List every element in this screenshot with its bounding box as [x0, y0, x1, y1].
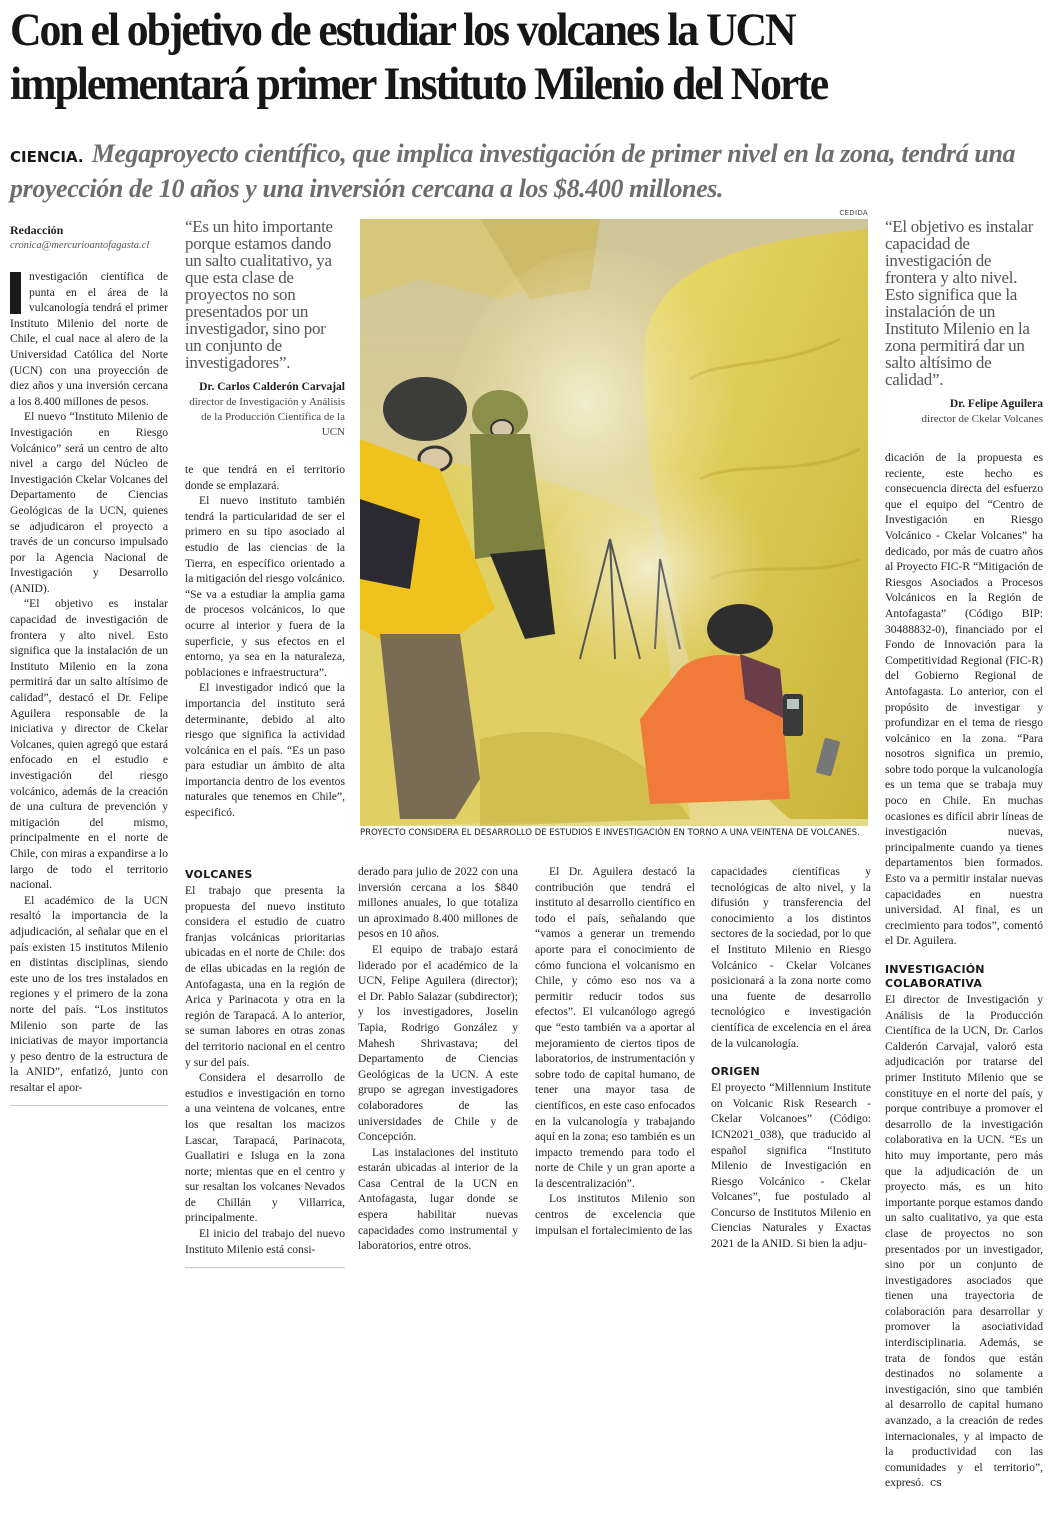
paragraph: te que tendrá en el territorio donde se emplazará.	[185, 463, 345, 492]
column-2-lower	[185, 864, 345, 1268]
paragraph: El académico de la UCN resaltó la importancia de la adjudicación, al señalar que en el país existen 15 institutos Milenio en distintas disciplinas, siendo este uno de los tres instalados en regiones y el primero de la zona norte del país. “Los institutos Milenio son parte de las iniciativas de mayor importancia y peso dentro de la estructura de la ANID”, enfatizó, junto con resaltar el apor-	[10, 893, 168, 1094]
quote-attribution	[185, 380, 345, 440]
column-end-rule	[185, 1267, 345, 1268]
paragraph: “El objetivo es instalar capacidad de investigación de frontera y alto nivel. Esto significa que la instalación de un Instituto Milenio en la zona permitirá dar un salto altísimo de calidad”, destacó el Dr. Felipe Aguilera responsable de la iniciativa y director de Ckelar Volcanes, quien agregó que estará enfocado en el estudio e investigación del riesgo volcánico, además de la creación de una cultura de prevención y mitigación del mismo, principalmente en el norte de Chile, con miras a expandirse a lo largo de todo el territorio nacional.	[10, 597, 168, 892]
photo-illustration	[360, 219, 868, 826]
byline-email[interactable]: cronica@mercurioantofagasta.cl	[10, 240, 150, 251]
pull-quote-1	[185, 218, 345, 440]
byline-author: Redacción	[10, 223, 64, 237]
paragraph: El equipo de trabajo estará liderado por el académico de la UCN, Felipe Aguilera (director); el Dr. Pablo Salazar (subdirector); y los investigadores, Joselin Tapia, Rodrigo González y Mahesh Shrivastava; del Departamento de Ciencias Geológicas de la UCN. A este grupo se agregan investigadores colaboradores de las universidades de Chile y de Concepción.	[358, 942, 518, 1144]
column-4	[535, 864, 695, 1238]
paragraph: El trabajo que presenta la propuesta del nuevo instituto considera el estudio de cuatro franjas volcánicas prioritarias ubicadas en el norte de Chile: dos de ellas ubicadas en la región de Antofagasta, una en la región de Arica y Parinacota y otra en la región de Tarapacá. A lo anterior, se suman labores en otras zonas del territorio nacional en el centro y sur del país.	[185, 884, 345, 1069]
paragraph: El investigador indicó que la importancia del instituto será determinante, debido al alto riesgo que significa la actividad volcánica en el país. “Es un paso para estudiar un ámbito de alta importancia dentro de los eventos naturales que tenemos en Chile”, especificó.	[185, 681, 345, 820]
subheading-investigacion-colaborativa: INVESTIGACIÓN COLABORATIVA	[885, 963, 985, 990]
paragraph: El proyecto “Millennium Institute on Volcanic Risk Research - Ckelar Volcanoes” (Código: ICN2021_038), que traducido al español significa “Instituto Milenio de Investigación en Riesgo Volcánico - Ckelar Volcanes”, fue postulado al Concurso de Institutos Milenio en Ciencias Naturales y Exactas 2021 de la ANID. Si bien la adju-	[711, 1081, 871, 1251]
paragraph: Los institutos Milenio son centros de excelencia que impulsan el fortalecimiento de las	[535, 1192, 695, 1237]
section-kicker: CIENCIA.	[10, 148, 84, 166]
photo-credit: CEDIDA	[839, 209, 868, 217]
quote-text: “El objetivo es instalar capacidad de investigación de frontera y alto nivel. Esto significa que la instalación de un Instituto Milenio en la zona permitirá dar un salto altísimo de calidad”.	[885, 217, 1034, 389]
column-1	[10, 222, 168, 1106]
end-mark-icon: cs	[929, 1476, 942, 1490]
headline-line-1: Con el objetivo de estudiar los volcanes la UCN	[10, 4, 795, 56]
quote-attribution	[885, 397, 1043, 427]
paragraph: El nuevo instituto también tendrá la particularidad de ser el primero en su tipo asociado al estudio de las ciencias de la Tierra, en específico orientado a la mitigación del riesgo volcánico. “Se va a estudiar la amplia gama de procesos volcánicos, lo que ocurre al interior y fuera de la superficie, y sus efectos en el entorno, ya sea en la naturaleza, poblaciones e infraestructura”.	[185, 494, 346, 679]
quote-author-role: director de Ckelar Volcanes	[921, 413, 1043, 425]
paragraph-text: El director de Investigación y Análisis de la Producción Científica de la UCN, Dr. Carlos Calderón Carvajal, valoró esta adjudicación por tratarse del primer Instituto Milenio que se constituye en el norte del país, y porque contribuye a promover el desarrollo de la investigación colaborativa en la UCN. “Es un hito muy importante, pero más que la adjudicación de un proyecto más, es un hito importante porque estamos dando un salto cualitativo, ya que esta clase de proyectos no son presentados por un investigador, sino por un conjunto de investigadores asociados que tienen una trayectoria de colaboración para desarrollar y promover la asociatividad interdisciplinaria. Además, se trata de fondos que están destinados no solamente a investigación, sino que también al desarrollo de capital humano avanzado, a la creación de redes internacionales, y al impacto de la productividad con las comunidades y el territorio”, expresó.	[885, 993, 1043, 1490]
headline-line-2: implementará primer Instituto Milenio del Norte	[10, 58, 828, 110]
quote-author-role: director de Investigación y Análisis de la Producción Científica de la UCN	[189, 396, 345, 438]
deck-text: Megaproyecto científico, que implica investigación de primer nivel en la zona, tendrá una proyección de 10 años y una inversión cercana a los $8.400 millones.	[10, 139, 1016, 203]
paragraph: Las instalaciones del instituto estarán ubicadas al interior de la Casa Central de la UCN en Antofagasta, lugar donde se espera habilitar nuevas capacidades como instrumental y laboratorios, entre otros.	[358, 1145, 518, 1253]
column-6	[885, 450, 1043, 1491]
column-5	[711, 864, 871, 1252]
photo-caption: PROYECTO CONSIDERA EL DESARROLLO DE ESTUDIOS E INVESTIGACIÓN EN TORNO A UNA VEINTENA DE VOLCANES.	[360, 828, 860, 838]
column-3	[358, 864, 518, 1254]
dropcap-letter-i	[10, 272, 21, 314]
paragraph: capacidades científicas y tecnológicas de alto nivel, y la difusión y transferencia del conocimiento a los distintos sectores de la sociedad, por lo que el Instituto Milenio en Riesgo Volcánico - Ckelar Volcanes posicionará a la zona norte como una fuente de desarrollo tecnológico e investigación científica de excelencia en el área de la vulcanología.	[711, 865, 871, 1050]
pull-quote-2	[885, 218, 1043, 427]
paragraph: derado para julio de 2022 con una inversión cercana a los $840 millones anuales, lo que totaliza un aproximado 8.400 millones de pesos en 10 años.	[358, 865, 518, 941]
quote-author: Dr. Carlos Calderón Carvajal	[199, 381, 345, 393]
headline	[10, 4, 973, 112]
paragraph: nvestigación científica de punta en el área de la vulcanología tendrá el primer Instituto Milenio del norte de Chile, el cual nace al alero de la Universidad Católica del Norte (UCN) con una proyección de diez años y una inversión cercana a los 8.400 millones de pesos.	[10, 270, 168, 408]
paragraph: dicación de la propuesta es reciente, este hecho es consecuencia directa del esfuerzo que el equipo del “Centro de Investigación en Riesgo Volcánico - Ckelar Volcanes” ha dedicado, por más de cuatro años al Proyecto FIC-R “Mitigación de Riesgos Asociados a Procesos Volcánicos en la Región de Antofagasta” (Código BIP: 30488832-0), financiado por el Fondo de Innovación para la Competitividad Regional (FIC-R) del Gobierno Regional de Antofagasta. Lo anterior, con el propósito de investigar y profundizar en el tema de riesgo volcánico en la zona. “Para nosotros significa un premio, sobre todo porque la vulcanología es un tema que se trabaja muy poco en Chile. En muchas ocasiones es difícil abrir líneas de investigación nuevas, principalmente cuando ya tienes departamentos bien formados. Esto va a permitir instalar nuevas capacidades en nuestra universidad. Al final, es un crecimiento para todos”, comentó el Dr. Aguilera.	[885, 451, 1043, 948]
paragraph: Considera el desarrollo de estudios e investigación en torno a una veintena de volcanes, entre los que resaltan los macizos Lascar, Tarapacá, Parinacota, Guallatiri e Isluga en la zona norte; mientas que en el centro y sur resaltan los volcanes Nevados de Chillán y Villarrica, principalmente.	[185, 1071, 345, 1225]
volcano-research-photo	[360, 219, 868, 826]
paragraph: El Dr. Aguilera destacó la contribución que tendrá el instituto al desarrollo científico en todo el país, señalando que “vamos a generar un tremendo aporte para el conocimiento de cómo funciona el volcanismo en Chile, y cómo eso nos va a permitir reducir todos sus efectos”. El vulcanólogo agregó que “esto también va a aportar al mejoramiento de ciertos tipos de laboratorios, de instrumentación y sobre todo de capital humano, de tener una mayor tasa de científicos, en este caso enfocados en la vulcanología y trabajando aquí en la zona; eso también es un impacto tremendo para todo el norte de Chile y un gran aporte a la descentralización”.	[535, 865, 695, 1190]
paragraph	[885, 992, 1043, 1491]
paragraph: El nuevo “Instituto Milenio de Investigación en Riesgo Volcánico” será un centro de alto nivel a cargo del Núcleo de Investigación Ckelar Volcanes del Departamento de Ciencias Geológicas de la UCN, quienes se adjudicaron el proyecto a través de un concurso impulsado por la Agencia Nacional de Investigación y Desarrollo (ANID).	[10, 410, 168, 595]
subheading-origen: ORIGEN	[711, 1065, 760, 1079]
subheading-volcanes: VOLCANES	[185, 868, 253, 881]
column-2-upper	[185, 462, 345, 821]
deck	[10, 138, 1045, 204]
quote-author: Dr. Felipe Aguilera	[949, 398, 1043, 410]
column-end-rule	[10, 1105, 168, 1106]
paragraph: El inicio del trabajo del nuevo Instituto Milenio está consi-	[185, 1227, 345, 1256]
quote-text: “Es un hito importante porque estamos dando un salto cualitativo, ya que esta clase de proyectos no son presentados por un investigador, sino por un conjunto de investigadores”.	[185, 217, 333, 372]
